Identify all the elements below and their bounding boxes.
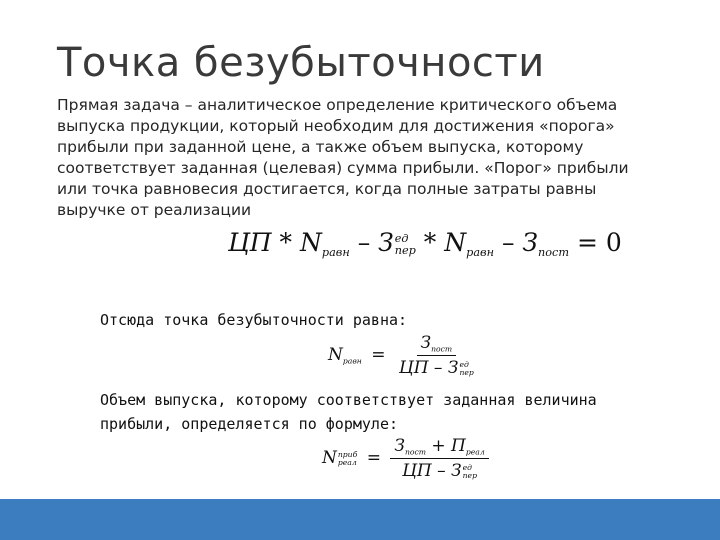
formula-superscript: ед [462, 463, 473, 473]
paragraph-line: прибыли при заданной цене, а также объем выпуска, которому [57, 138, 584, 156]
formula-symbol: N [322, 448, 337, 469]
bottom-accent-bar [0, 499, 720, 540]
formula-scripts [338, 451, 357, 466]
paragraph-line: Прямая задача – аналитическое определение критического объема [57, 96, 618, 114]
formula-symbol: ЦП – З [398, 358, 459, 379]
paragraph-line: выручке от реализации [57, 201, 252, 219]
formula-symbol: З [394, 436, 405, 456]
formula-symbol: N [300, 228, 322, 257]
formula-subscript: равн [321, 246, 350, 260]
formula-symbol: N [444, 228, 467, 257]
formula-subscript: пер [459, 367, 474, 377]
formula-operator: – [349, 228, 379, 257]
fraction-denominator [395, 356, 478, 378]
target-profit-fraction [390, 436, 488, 481]
formula-equals: = [366, 448, 381, 469]
paragraph-line: или точка равновесия достигается, когда полные затраты равны [57, 180, 597, 198]
formula-subscript: равн [342, 356, 362, 366]
paragraph-line: соответствует заданная (целевая) сумма прибыли. «Порог» прибыли [57, 159, 629, 177]
formula-equals-zero: = 0 [569, 228, 622, 257]
formula-subscript: пер [462, 470, 477, 480]
formula-subscript: пост [404, 447, 426, 457]
formula-superscript: ед [394, 232, 409, 246]
formula-scripts [459, 361, 473, 376]
formula-superscript: ед [459, 360, 469, 370]
definition-paragraph [57, 95, 672, 221]
formula-subscript: равн [466, 246, 495, 260]
fraction-denominator [398, 459, 481, 481]
slide-title: Точка безубыточности [57, 40, 545, 86]
formula-subscript: реал [465, 447, 485, 457]
volume-text-line: прибыли, определяется по формуле: [100, 415, 399, 433]
formula-scripts [395, 233, 416, 256]
formula-subscript: пост [538, 246, 569, 260]
formula-symbol: З [420, 333, 432, 353]
formula-operator: * [271, 228, 301, 257]
fraction-numerator [390, 436, 488, 459]
volume-text-line: Объем выпуска, которому соответствует заданная величина [100, 391, 597, 409]
formula-symbol: ЦП – З [402, 461, 462, 482]
paragraph-line: выпуска продукции, который необходим для достижения «порога» [57, 117, 615, 135]
formula-scripts [463, 464, 477, 479]
target-profit-formula [322, 436, 489, 481]
breakeven-fraction [395, 333, 478, 378]
formula-symbol: З [522, 228, 538, 257]
equilibrium-formula [228, 228, 622, 259]
breakeven-intro-text: Отсюда точка безубыточности равна: [100, 311, 408, 329]
formula-symbol: N [328, 345, 343, 366]
formula-equals: = [371, 345, 386, 366]
formula-operator: * [415, 228, 445, 257]
formula-subscript: пост [431, 344, 453, 354]
formula-symbol: ЦП [228, 228, 272, 257]
formula-symbol: + П [425, 436, 466, 456]
formula-operator: – [494, 228, 523, 257]
fraction-numerator [417, 333, 457, 356]
formula-subscript: реал [337, 457, 357, 467]
formula-symbol: З [378, 228, 394, 257]
formula-superscript: приб [337, 450, 358, 460]
formula-subscript: пер [394, 243, 416, 257]
breakeven-formula [328, 333, 478, 378]
volume-intro-text [100, 388, 597, 436]
